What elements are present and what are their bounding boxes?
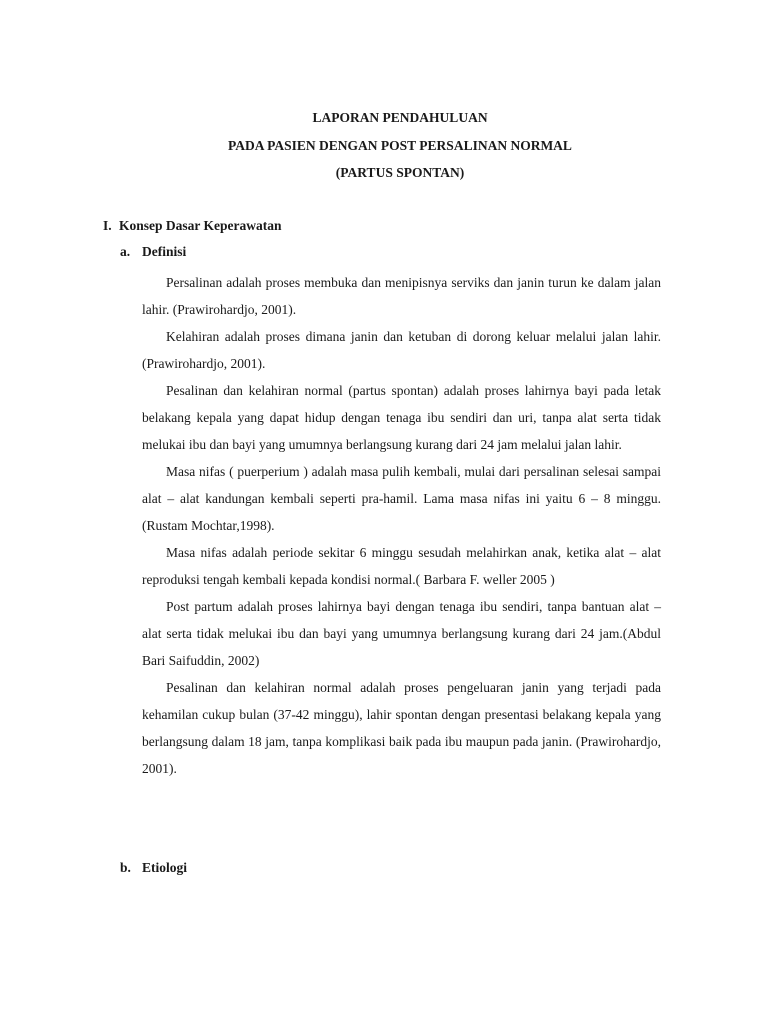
- document-title-line-2: PADA PASIEN DENGAN POST PERSALINAN NORMAL: [228, 138, 572, 153]
- subsection-number: b.: [120, 860, 131, 875]
- paragraph-post-partum: Post partum adalah proses lahirnya bayi dengan tenaga ibu sendiri, tanpa bantuan alat – alat serta tidak melukai ibu dan bayi yang umumnya berlangsung kurang dari 24 jam.(Abdul Bari Saifuddin, 2002): [142, 599, 661, 668]
- document-title-line-3: (PARTUS SPONTAN): [335, 165, 465, 180]
- section-number: I.: [103, 218, 112, 233]
- section-heading-konsep-dasar: [103, 218, 282, 234]
- subsection-heading-etiologi: [120, 860, 187, 876]
- paragraph-partus-spontan: Pesalinan dan kelahiran normal (partus spontan) adalah proses lahirnya bayi pada letak belakang kepala yang dapat hidup dengan tenaga ibu sendiri dan uri, tanpa alat serta tidak melukai ibu dan bayi yang umumnya berlangsung kurang dari 24 jam melalui jalan lahir.: [142, 383, 661, 452]
- subsection-heading-text: Etiologi: [142, 860, 188, 875]
- paragraph-kelahiran: Kelahiran adalah proses dimana janin dan ketuban di dorong keluar melalui jalan lahir. (Prawirohardjo, 2001).: [142, 329, 661, 371]
- definisi-body: [142, 269, 661, 782]
- subsection-number: a.: [120, 244, 131, 259]
- paragraph-persalinan: Persalinan adalah proses membuka dan menipisnya serviks dan janin turun ke dalam jalan lahir. (Prawirohardjo, 2001).: [142, 275, 661, 317]
- paragraph-masa-nifas-2: Masa nifas adalah periode sekitar 6 minggu sesudah melahirkan anak, ketika alat – alat reproduksi tengah kembali kepada kondisi normal.( Barbara F. weller 2005 ): [142, 545, 661, 587]
- document-title-line-1: LAPORAN PENDAHULUAN: [312, 110, 488, 125]
- subsection-heading-definisi: [120, 244, 186, 260]
- section-heading-text: Konsep Dasar Keperawatan: [119, 218, 282, 233]
- paragraph-masa-nifas-1: Masa nifas ( puerperium ) adalah masa pulih kembali, mulai dari persalinan selesai sampai alat – alat kandungan kembali seperti pra-hamil. Lama masa nifas ini yaitu 6 – 8 minggu.(Rustam Mochtar,1998).: [142, 464, 661, 533]
- paragraph-kelahiran-normal: Pesalinan dan kelahiran normal adalah proses pengeluaran janin yang terjadi pada kehamilan cukup bulan (37-42 minggu), lahir spontan dengan presentasi belakang kepala yang berlangsung dalam 18 jam, tanpa komplikasi baik pada ibu maupun pada janin. (Prawirohardjo, 2001).: [142, 680, 661, 776]
- subsection-heading-text: Definisi: [142, 244, 187, 259]
